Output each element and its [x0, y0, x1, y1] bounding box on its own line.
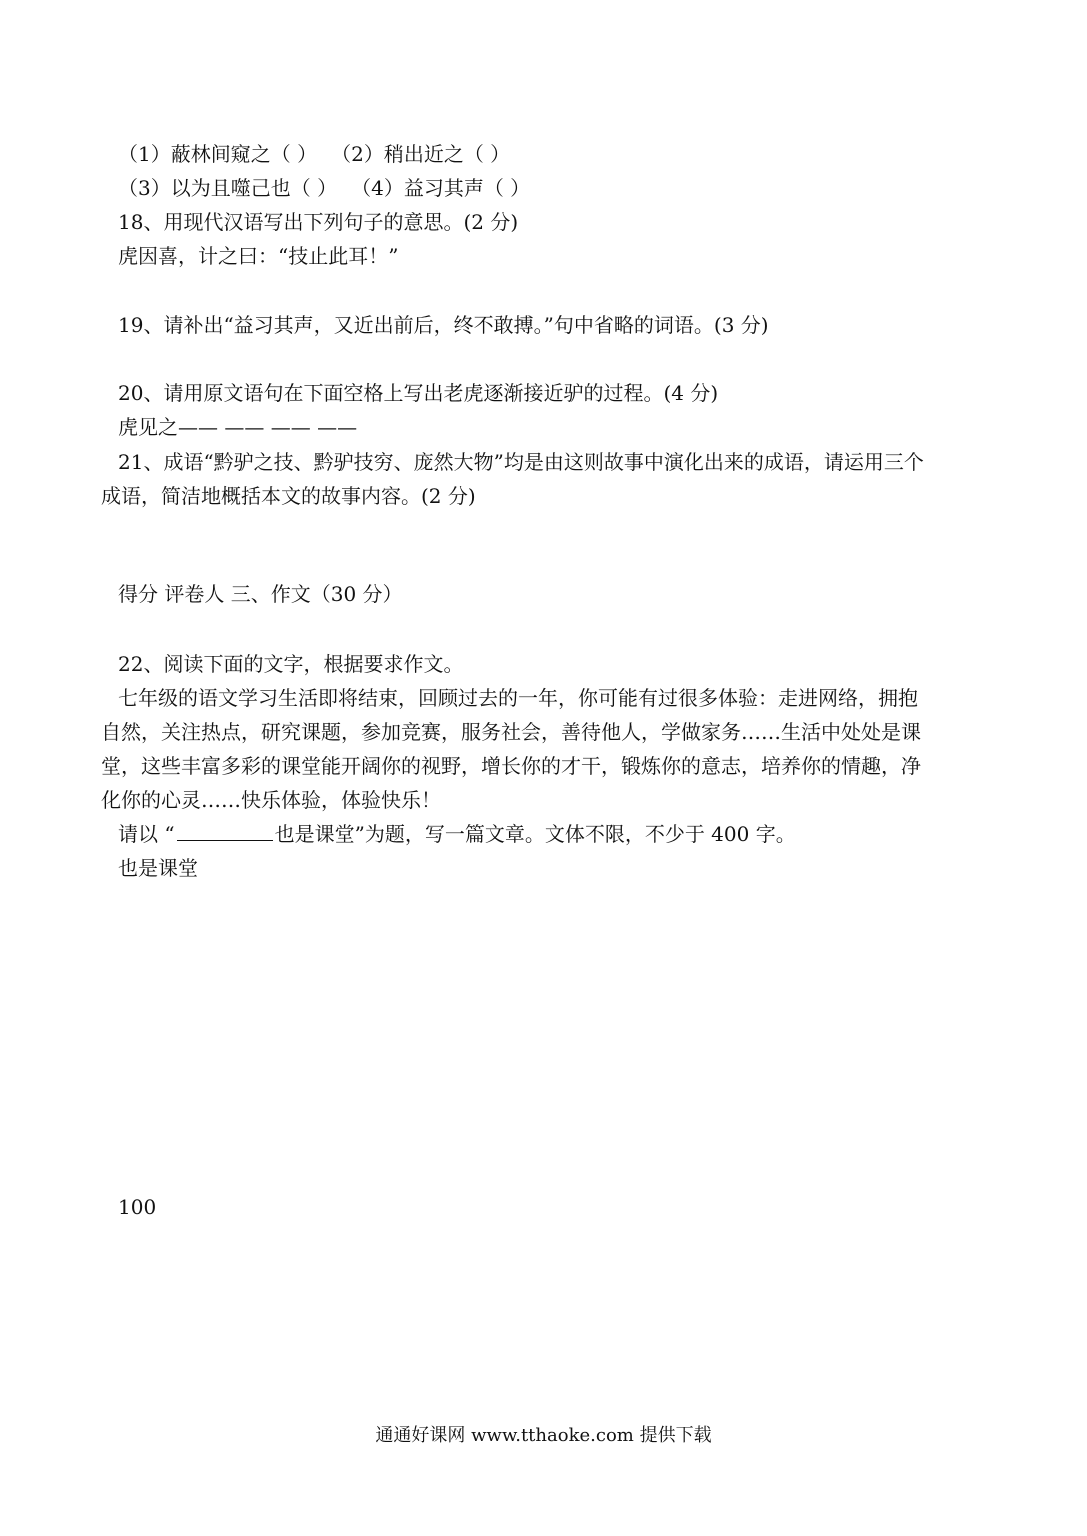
q22-instruction — [118, 822, 796, 846]
q21-line-1: 21、成语“黔驴之技、黔驴技穷、庞然大物”均是由这则故事中演化出来的成语，请运用三个 — [118, 450, 924, 474]
word-count-marker: 100 — [118, 1195, 157, 1219]
q22-paragraph-line-2: 自然，关注热点，研究课题，参加竞赛，服务社会，善待他人，学做家务……生活中处处是课 — [101, 720, 921, 744]
q19-prompt: 19、请补出“益习其声，又近出前后，终不敢搏。”句中省略的词语。(3 分) — [118, 313, 769, 337]
q17-row-2 — [118, 176, 530, 200]
q17-item-3: （3）以为且噬己也（ ） — [118, 176, 338, 200]
section3-heading: 得分 评卷人 三、作文（30 分） — [118, 582, 403, 606]
q18-sentence: 虎因喜，计之曰：“技止此耳！” — [118, 244, 399, 268]
page-footer: 通通好课网 www.tthaoke.com 提供下载 — [375, 1425, 712, 1446]
q17-item-1: （1）蔽林间窥之（ ） — [118, 142, 318, 166]
q21-line-2: 成语，简洁地概括本文的故事内容。(2 分) — [101, 484, 476, 508]
q22-paragraph-line-1: 七年级的语文学习生活即将结束，回顾过去的一年，你可能有过很多体验：走进网络，拥抱 — [118, 686, 918, 710]
q20-answer-line: 虎见之—— —— —— —— — [118, 415, 358, 439]
essay-title-line: 也是课堂 — [118, 856, 198, 880]
q22-paragraph-line-4: 化你的心灵……快乐体验，体验快乐！ — [101, 788, 441, 812]
q18-prompt: 18、用现代汉语写出下列句子的意思。(2 分) — [118, 210, 519, 234]
q20-prompt: 20、请用原文语句在下面空格上写出老虎逐渐接近驴的过程。(4 分) — [118, 381, 719, 405]
q17-item-4: （4）益习其声（ ） — [351, 176, 531, 200]
q22-prompt: 22、阅读下面的文字，根据要求作文。 — [118, 652, 464, 676]
q17-item-2: （2）稍出近之（ ） — [331, 142, 511, 166]
q22-instruction-before: 请以 “ — [118, 822, 175, 846]
q22-paragraph-line-3: 堂，这些丰富多彩的课堂能开阔你的视野，增长你的才干，锻炼你的意志，培养你的情趣，净 — [101, 754, 921, 778]
title-blank — [177, 822, 273, 841]
q17-row-1 — [118, 142, 510, 166]
q22-instruction-after: 也是课堂”为题，写一篇文章。文体不限，不少于 400 字。 — [274, 822, 796, 846]
